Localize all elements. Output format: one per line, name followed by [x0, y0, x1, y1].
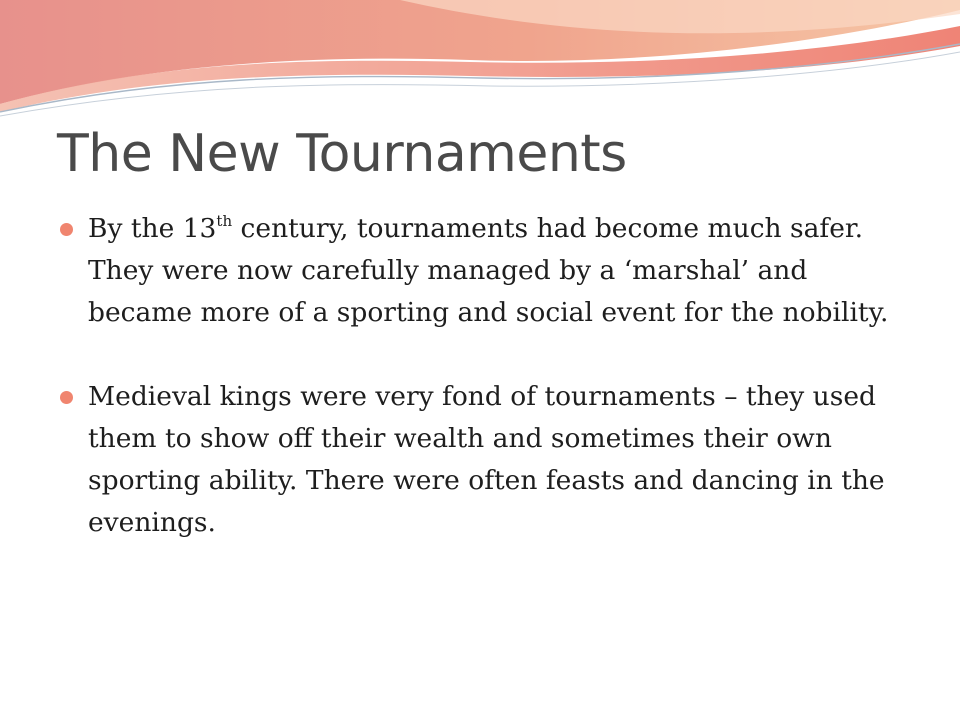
bullet-dot-icon — [60, 391, 73, 404]
slide-title: The New Tournaments — [57, 124, 627, 184]
bullet-text-end: century, tournaments had become much safer. They were now carefully managed by a ‘marshal’ and became more of a sporting and social event for the nobility. — [88, 213, 889, 328]
decorative-wave-banner — [0, 0, 960, 120]
bullet-item — [57, 208, 917, 334]
bullet-text-start: By the 13 — [88, 213, 217, 244]
ordinal-superscript: th — [216, 212, 233, 230]
bullet-dot-icon — [60, 223, 73, 236]
bullet-list — [57, 208, 917, 544]
bullet-item — [57, 376, 917, 544]
bullet-text: Medieval kings were very fond of tournaments – they used them to show off their wealth and sometimes their own sporting ability. There were often feasts and dancing in the evenings. — [88, 381, 885, 538]
